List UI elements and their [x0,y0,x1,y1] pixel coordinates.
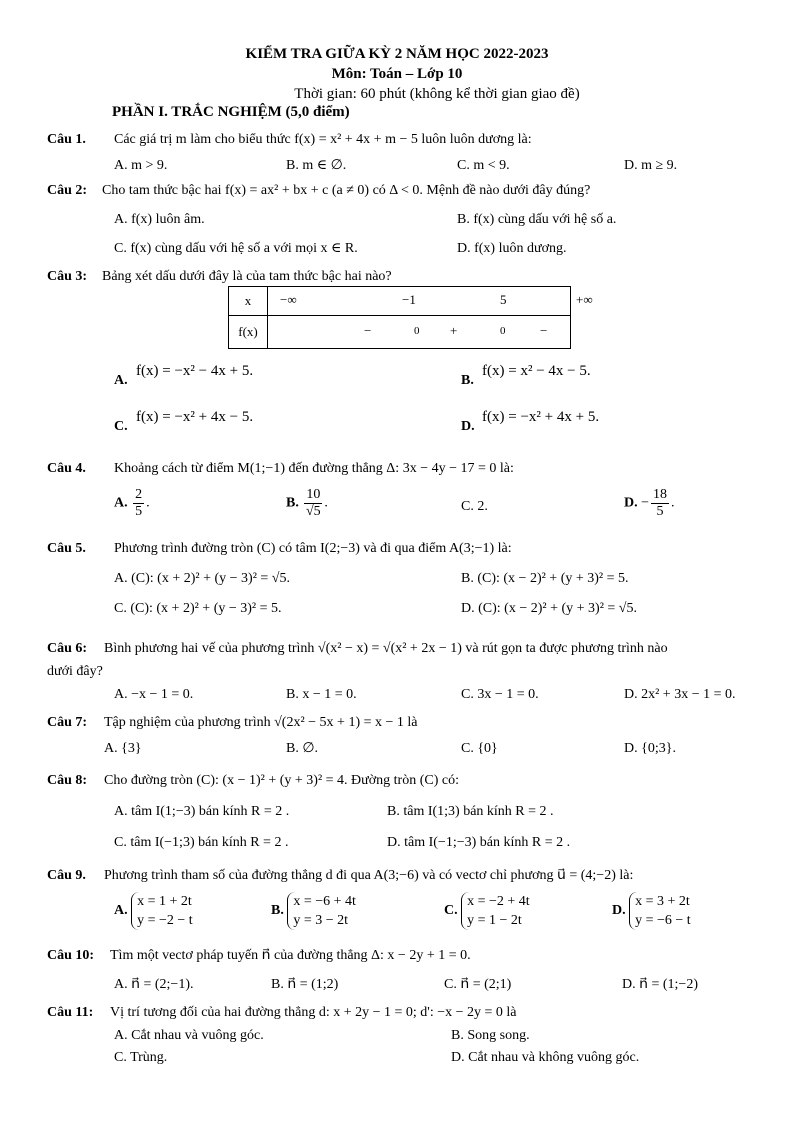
question-2-label: Câu 2: [47,183,88,198]
fraction-denominator: 5 [656,504,664,519]
sign-negative-1: − [364,323,372,338]
question-3-text: Bảng xét dấu dưới đây là của tam thức bậc hai nào? [102,269,392,284]
q9-option-b [271,892,356,930]
q7-option-a: A. {3} [104,741,142,756]
q1-option-c: C. m < 9. [457,158,510,173]
q4-option-b: B. $\frac{10}{√5}$ . [286,487,328,519]
system-line-1: x = −2 + 4t [467,894,530,909]
sign-table [228,286,593,349]
q6-option-b: B. x − 1 = 0. [286,687,357,702]
question-6-label: Câu 6: [47,641,88,656]
x-root-2: 5 [500,292,507,307]
x-root-1: −1 [402,292,416,307]
q6-option-d: D. 2x² + 3x − 1 = 0. [624,687,736,702]
q9-option-c-label: C. [444,903,458,919]
question-1-text: Các giá trị m làm cho biểu thức f(x) = x² + 4x + m − 5 luôn luôn dương là: [114,132,532,147]
q8-option-c: C. tâm I(−1;3) bán kính R = 2 . [114,835,289,850]
q9-option-b-system [287,892,356,930]
system-line-2: y = −6 − t [635,913,691,928]
q5-option-d: D. (C): (x − 2)² + (y + 3)² = √5. [461,601,637,616]
q9-option-d [612,892,691,930]
q9-option-a-system [131,892,193,930]
q3-option-c: f(x) = −x² + 4x − 5. [136,409,254,425]
q11-option-a: A. Cắt nhau và vuông góc. [114,1028,264,1043]
q9-option-a-label: A. [114,903,128,919]
fraction-numerator: 10 [306,487,321,502]
question-10-text: Tìm một vectơ pháp tuyến n⃗ của đường thẳng Δ: x − 2y + 1 = 0. [110,948,471,963]
q4-option-b-label: B. [286,495,299,511]
sign-table-f-row [268,316,571,349]
q8-option-d: D. tâm I(−1;−3) bán kính R = 2 . [387,835,571,850]
q9-option-a [114,892,193,930]
question-4-label: Câu 4. [47,461,86,476]
q9-option-d-label: D. [612,903,626,919]
question-5-text: Phương trình đường tròn (C) có tâm I(2;−3) và đi qua điểm A(3;−1) là: [114,541,512,556]
sign-table-f-header: f(x) [229,316,268,349]
q10-option-b: B. n⃗ = (1;2) [271,977,339,992]
q3-option-c-label: C. [114,419,128,434]
x-plus-infinity: +∞ [576,292,593,307]
system-line-2: y = −2 − t [137,913,193,928]
q11-option-b: B. Song song. [451,1028,530,1043]
q4-option-b-fraction [304,487,322,520]
question-1-label: Câu 1. [47,132,86,147]
q4-option-a: A. $\frac{2}{5}$ . [114,487,150,519]
question-7-text: Tập nghiệm của phương trình √(2x² − 5x + 1) = x − 1 là [104,715,418,730]
q1-option-a: A. m > 9. [114,158,168,173]
sign-positive: + [450,323,458,338]
q6-option-c: C. 3x − 1 = 0. [461,687,539,702]
q7-option-c: C. {0} [461,741,498,756]
question-9-text: Phương trình tham số của đường thẳng d đi qua A(3;−6) và có vectơ chỉ phương u⃗ = (4;−2) là: [104,868,634,883]
q2-option-d: D. f(x) luôn dương. [457,241,567,256]
system-line-1: x = 3 + 2t [635,894,690,909]
q3-option-b-label: B. [461,373,474,388]
q2-option-a: A. f(x) luôn âm. [114,212,205,227]
q11-option-d: D. Cắt nhau và không vuông góc. [451,1050,640,1065]
question-11-text: Vị trí tương đối của hai đường thẳng d: x + 2y − 1 = 0; d': −x − 2y = 0 là [110,1005,517,1020]
subject-line: Môn: Toán – Lớp 10 [331,66,463,82]
q2-option-c: C. f(x) cùng dấu với hệ số a với mọi x ∈ R. [114,241,358,256]
exam-title: KIỂM TRA GIỮA KỲ 2 NĂM HỌC 2022-2023 [245,46,549,62]
q9-option-d-system [629,892,691,930]
fraction-numerator: 18 [653,487,668,502]
q5-option-a: A. (C): (x + 2)² + (y − 3)² = √5. [114,571,290,586]
q11-option-c: C. Trùng. [114,1050,168,1065]
q3-option-a-label: A. [114,373,128,388]
q10-option-d: D. n⃗ = (1;−2) [622,977,698,992]
q7-option-b: B. ∅. [286,741,319,756]
fraction-numerator: 2 [135,487,143,502]
sign-zero-2: 0 [500,325,506,337]
question-9-label: Câu 9. [47,868,86,883]
question-10-label: Câu 10: [47,948,95,963]
system-line-1: x = −6 + 4t [293,894,356,909]
system-line-1: x = 1 + 2t [137,894,192,909]
q3-option-b: f(x) = x² − 4x − 5. [482,363,591,379]
q3-option-d-label: D. [461,419,475,434]
q9-option-b-label: B. [271,903,284,919]
question-3-label: Câu 3: [47,269,88,284]
question-6-text-continued: dưới đây? [47,664,103,679]
q5-option-c: C. (C): (x + 2)² + (y − 3)² = 5. [114,601,282,616]
q9-option-c-system [461,892,530,930]
question-7-label: Câu 7: [47,715,88,730]
question-6-text: Bình phương hai vế của phương trình √(x² − x) = √(x² + 2x − 1) và rút gọn ta được phương trình nào [104,641,668,656]
question-8-label: Câu 8: [47,773,88,788]
q10-option-a: A. n⃗ = (2;−1). [114,977,194,992]
q1-option-d: D. m ≥ 9. [624,158,678,173]
q4-option-d-label: D. [624,495,638,511]
sign-zero-1: 0 [414,325,420,337]
q5-option-b: B. (C): (x − 2)² + (y + 3)² = 5. [461,571,629,586]
q6-option-a: A. −x − 1 = 0. [114,687,194,702]
q7-option-d: D. {0;3}. [624,741,676,756]
q8-option-a: A. tâm I(1;−3) bán kính R = 2 . [114,804,290,819]
q10-option-c: C. n⃗ = (2;1) [444,977,512,992]
q3-option-d: f(x) = −x² + 4x + 5. [482,409,600,425]
system-line-2: y = 1 − 2t [467,913,522,928]
sign-table-x-row [268,287,593,316]
question-8-text: Cho đường tròn (C): (x − 1)² + (y + 3)² = 4. Đường tròn (C) có: [104,773,459,788]
q2-option-b: B. f(x) cùng dấu với hệ số a. [457,212,617,227]
q3-option-a: f(x) = −x² − 4x + 5. [136,363,254,379]
fraction-denominator: 5 [135,504,143,519]
question-5-label: Câu 5. [47,541,86,556]
q4-option-d-fraction [651,487,669,520]
question-2-text: Cho tam thức bậc hai f(x) = ax² + bx + c (a ≠ 0) có Δ < 0. Mệnh đề nào dưới đây đúng? [102,183,591,198]
q9-option-c [444,892,530,930]
part-heading: PHẦN I. TRẮC NGHIỆM (5,0 điểm) [112,104,350,120]
question-4-text: Khoảng cách từ điểm M(1;−1) đến đường thẳng Δ: 3x − 4y − 17 = 0 là: [114,461,514,476]
q4-option-c: C. 2. [461,499,488,514]
system-line-2: y = 3 − 2t [293,913,349,928]
q8-option-b: B. tâm I(1;3) bán kính R = 2 . [387,804,554,819]
fraction-denominator: √5 [306,504,321,519]
time-line: Thời gian: 60 phút (không kể thời gian giao đề) [294,86,580,102]
sign-table-x-header: x [229,287,268,316]
question-11-label: Câu 11: [47,1005,94,1020]
sign-negative-2: − [540,323,548,338]
q4-option-d: D. − $\frac{18}{5}$ . [624,487,675,519]
q1-option-b: B. m ∈ ∅. [286,158,347,173]
q4-option-a-label: A. [114,495,128,511]
x-minus-infinity: −∞ [280,292,297,307]
q4-option-a-fraction [133,487,144,520]
